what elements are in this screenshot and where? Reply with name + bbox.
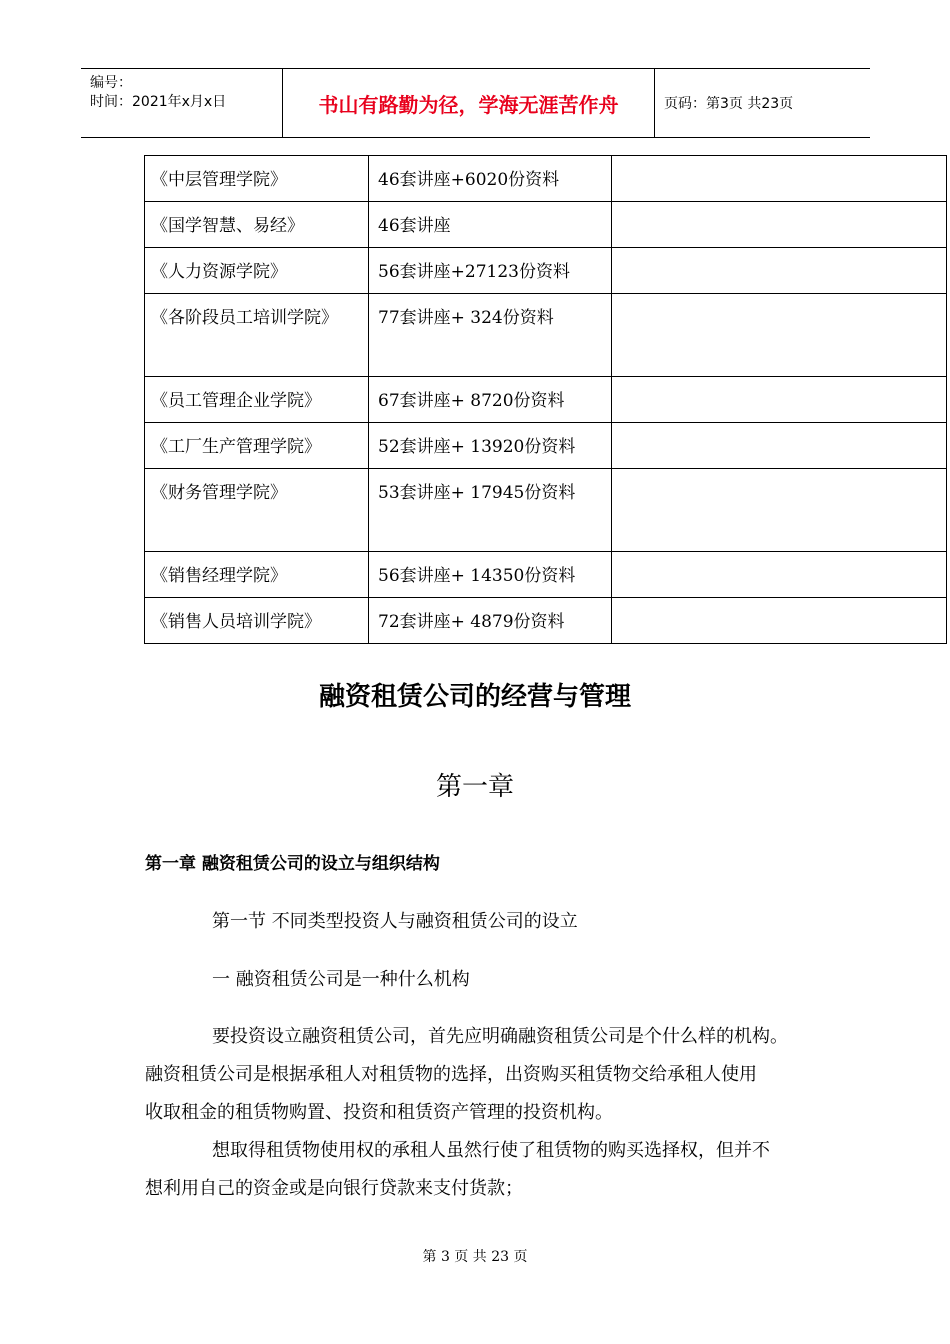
course-content-cell: 56套讲座+ 14350份资料 — [369, 552, 612, 598]
course-note-cell — [612, 377, 947, 423]
course-content-cell: 46套讲座+6020份资料 — [369, 156, 612, 202]
course-content-cell: 53套讲座+ 17945份资料 — [369, 469, 612, 552]
course-note-cell — [612, 202, 947, 248]
table-row — [145, 156, 947, 202]
course-content-cell: 46套讲座 — [369, 202, 612, 248]
table-row — [145, 469, 947, 552]
page-footer: 第 3 页 共 23 页 — [422, 1249, 528, 1265]
document-title: 融资租赁公司的经营与管理 — [318, 682, 631, 712]
course-note-cell — [612, 248, 947, 294]
course-name-cell: 《财务管理学院》 — [145, 469, 369, 552]
course-name-cell: 《各阶段员工培训学院》 — [145, 294, 369, 377]
paragraph-line: 融资租赁公司是根据承租人对租赁物的选择，出资购买租赁物交给承租人使用 — [145, 1064, 757, 1085]
table-row — [145, 202, 947, 248]
table-row — [145, 598, 947, 644]
header-motto: 书山有路勤为径，学海无涯苦作舟 — [283, 69, 655, 137]
course-note-cell — [612, 423, 947, 469]
subsection-heading: 一 融资租赁公司是一种什么机构 — [212, 969, 470, 990]
course-note-cell — [612, 156, 947, 202]
time-label: 时间：2021年x月x日 — [90, 94, 227, 110]
chapter-heading: 第一章 融资租赁公司的设立与组织结构 — [145, 854, 440, 874]
course-name-cell: 《工厂生产管理学院》 — [145, 423, 369, 469]
course-name-cell: 《销售经理学院》 — [145, 552, 369, 598]
course-name-cell: 《员工管理企业学院》 — [145, 377, 369, 423]
table-row — [145, 248, 947, 294]
table-row — [145, 377, 947, 423]
table-row — [145, 423, 947, 469]
chapter-title: 第一章 — [435, 772, 514, 802]
course-table — [144, 155, 947, 644]
course-note-cell — [612, 552, 947, 598]
course-content-cell: 67套讲座+ 8720份资料 — [369, 377, 612, 423]
course-name-cell: 《中层管理学院》 — [145, 156, 369, 202]
course-note-cell — [612, 469, 947, 552]
course-content-cell: 52套讲座+ 13920份资料 — [369, 423, 612, 469]
course-name-cell: 《人力资源学院》 — [145, 248, 369, 294]
section-heading: 第一节 不同类型投资人与融资租赁公司的设立 — [212, 911, 578, 932]
number-label: 编号： — [90, 75, 132, 91]
course-content-cell: 56套讲座+27123份资料 — [369, 248, 612, 294]
paragraph-line: 想取得租赁物使用权的承租人虽然行使了租赁物的购买选择权，但并不 — [212, 1140, 770, 1161]
table-row — [145, 294, 947, 377]
course-name-cell: 《销售人员培训学院》 — [145, 598, 369, 644]
course-name-cell: 《国学智慧、易经》 — [145, 202, 369, 248]
paragraph-line: 要投资设立融资租赁公司，首先应明确融资租赁公司是个什么样的机构。 — [212, 1026, 788, 1047]
header-page-info: 页码：第3页 共23页 — [664, 96, 794, 112]
paragraph-line: 想利用自己的资金或是向银行贷款来支付货款； — [145, 1178, 523, 1199]
page-header — [81, 68, 870, 138]
course-note-cell — [612, 294, 947, 377]
course-content-cell: 72套讲座+ 4879份资料 — [369, 598, 612, 644]
header-meta-cell — [81, 69, 283, 137]
paragraph-line: 收取租金的租赁物购置、投资和租赁资产管理的投资机构。 — [145, 1102, 613, 1123]
course-note-cell — [612, 598, 947, 644]
table-row — [145, 552, 947, 598]
course-content-cell: 77套讲座+ 324份资料 — [369, 294, 612, 377]
